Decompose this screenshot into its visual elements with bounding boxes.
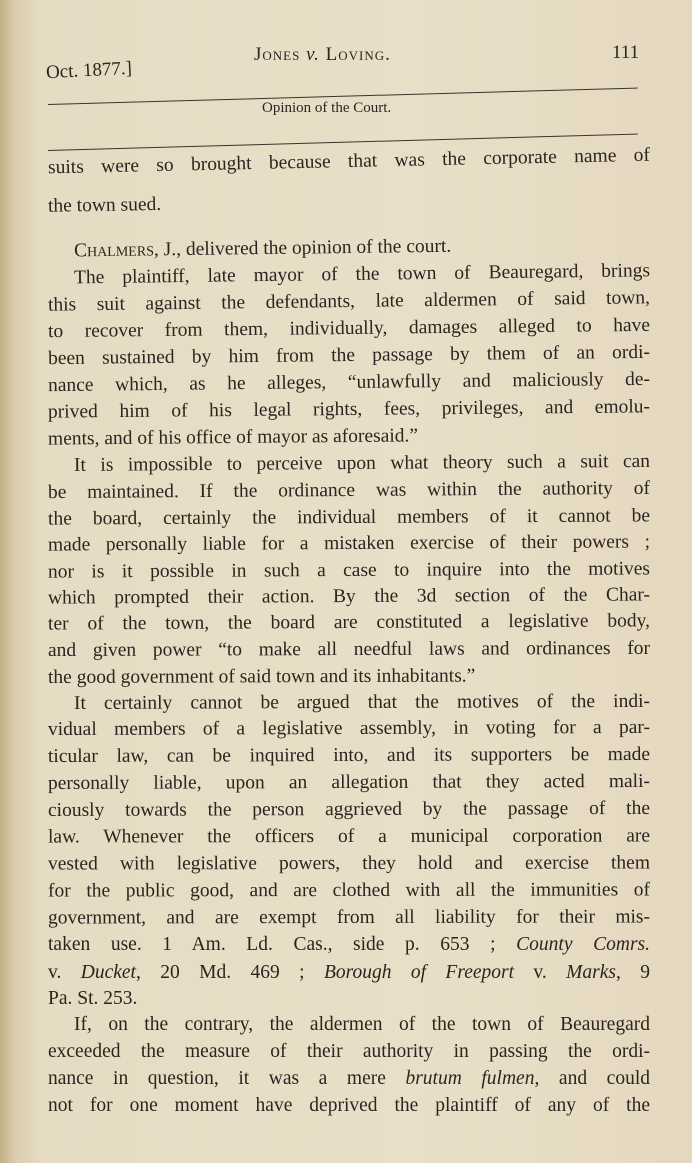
text-segment: been sustained by him from the passage by them of an ordi- — [47, 341, 651, 370]
italic-text: Borough of Freeport — [323, 962, 515, 983]
text-segment: vidual members of a legislative assembly, in voting for a par- — [47, 716, 651, 741]
text-segment: The plaintiff, late mayor of the town of Beauregard, brings — [73, 260, 651, 289]
text-segment: nance in question, it was a mere — [48, 1068, 406, 1089]
text-segment: personally liable, upon an allegation that they acted mali- — [47, 770, 651, 795]
text-segment: law. Whenever the officers of a municipal corporation are — [47, 825, 651, 848]
text-segment: , 9 — [615, 962, 650, 983]
text-segment: be maintained. If the ordinance was within the authority of — [47, 477, 651, 504]
text-line — [48, 504, 650, 531]
text-line — [48, 144, 650, 181]
text-segment: ter of the town, the board are constituted a legislative body, — [47, 610, 651, 635]
text-segment: exceeded the measure of their authority in passing the ordi- — [48, 1041, 650, 1062]
small-caps-text: Chalmers — [73, 239, 155, 262]
italic-text: County Comrs. — [516, 934, 650, 955]
text-line — [48, 743, 650, 769]
text-line — [48, 286, 650, 317]
text-line — [48, 422, 650, 451]
text-line — [48, 987, 650, 1011]
text-segment: , J., delivered the opinion of the court. — [153, 235, 452, 261]
page-number: 111 — [612, 42, 640, 63]
text-line — [48, 557, 650, 584]
text-segment: made personally liable for a mistaken exercise of their powers ; — [47, 531, 651, 556]
text-line — [48, 878, 650, 903]
text-segment: to recover from them, individually, damages alleged to have — [47, 314, 651, 343]
text-line — [48, 1013, 650, 1037]
text-segment: v. — [514, 962, 567, 983]
text-line — [48, 770, 650, 796]
text-line — [48, 395, 650, 424]
text-segment: the good government of said town and its inhabitants.” — [47, 665, 476, 689]
text-line — [48, 583, 650, 610]
title-party-1: Jones — [254, 44, 301, 65]
text-segment: and given power “to make all needful laws and ordinances for — [47, 637, 651, 662]
text-line — [48, 637, 650, 663]
text-line — [48, 1094, 650, 1118]
text-line — [48, 961, 650, 985]
text-segment: , and could — [534, 1068, 650, 1089]
text-line — [48, 368, 650, 398]
italic-text: Ducket — [80, 962, 136, 983]
text-segment: Pa. St. 253. — [48, 988, 138, 1009]
text-line — [48, 530, 650, 557]
text-line — [48, 185, 650, 218]
text-segment: ments, and of his office of mayor as aforesaid.” — [47, 425, 419, 450]
text-segment: suits were so brought because that was the corporate name of — [47, 144, 651, 179]
text-segment: ciously towards the person aggrieved by the passage of the — [47, 797, 651, 822]
text-segment: nor is it possible in such a case to inquire into the motives — [47, 558, 651, 583]
text-line — [48, 450, 650, 478]
text-segment: taken use. 1 Am. Ld. Cas., side p. 653 ; — [48, 934, 517, 955]
text-segment: for the public good, and are clothed with all the immunities of — [47, 879, 651, 902]
text-segment: not for one moment have deprived the plaintiff of any of the — [48, 1095, 650, 1116]
section-heading: Opinion of the Court. — [262, 100, 392, 116]
text-line — [48, 905, 650, 930]
text-line — [48, 232, 650, 263]
text-segment: the town sued. — [47, 193, 162, 217]
text-line — [48, 1040, 650, 1064]
text-segment: , 20 Md. 469 ; — [135, 962, 324, 983]
text-segment: government, and are exempt from all liability for their mis- — [47, 906, 651, 929]
text-segment: which prompted their action. By the 3d section of the Char- — [47, 584, 651, 609]
text-segment: ticular law, can be inquired into, and its supporters be made — [47, 743, 651, 768]
text-segment: vested with legislative powers, they hold and exercise them — [47, 852, 651, 875]
text-line — [48, 1067, 650, 1091]
text-segment: the board, certainly the individual members of it cannot be — [47, 505, 651, 530]
text-segment: It certainly cannot be argued that the motives of the indi- — [73, 690, 651, 714]
text-segment: v. — [48, 962, 81, 983]
text-line — [48, 797, 650, 823]
text-segment: nance which, as he alleges, “unlawfully and maliciously de- — [47, 368, 651, 397]
text-segment: If, on the contrary, the aldermen of the town of Beauregard — [74, 1014, 650, 1035]
text-line — [48, 477, 650, 505]
text-line — [48, 664, 650, 690]
text-line — [48, 851, 650, 876]
title-party-2: Loving. — [325, 44, 391, 65]
running-head-date: Oct. 1877.] — [45, 57, 133, 84]
title-versus: v. — [306, 44, 320, 65]
text-segment: It is impossible to perceive upon what theory such a suit can — [73, 450, 651, 476]
text-line — [48, 609, 650, 636]
text-line — [48, 933, 650, 957]
text-segment: prived him of his legal rights, fees, privileges, and emolu- — [47, 396, 651, 423]
running-head-title — [254, 44, 391, 66]
text-line — [48, 824, 650, 849]
text-line — [48, 341, 650, 371]
text-segment: this suit against the defendants, late aldermen of said town, — [47, 287, 651, 316]
italic-text: brutum fulmen — [405, 1068, 535, 1089]
text-line — [48, 716, 650, 742]
italic-text: Marks — [566, 962, 616, 983]
text-line — [48, 314, 650, 344]
text-line — [48, 690, 650, 716]
text-line — [48, 259, 650, 290]
